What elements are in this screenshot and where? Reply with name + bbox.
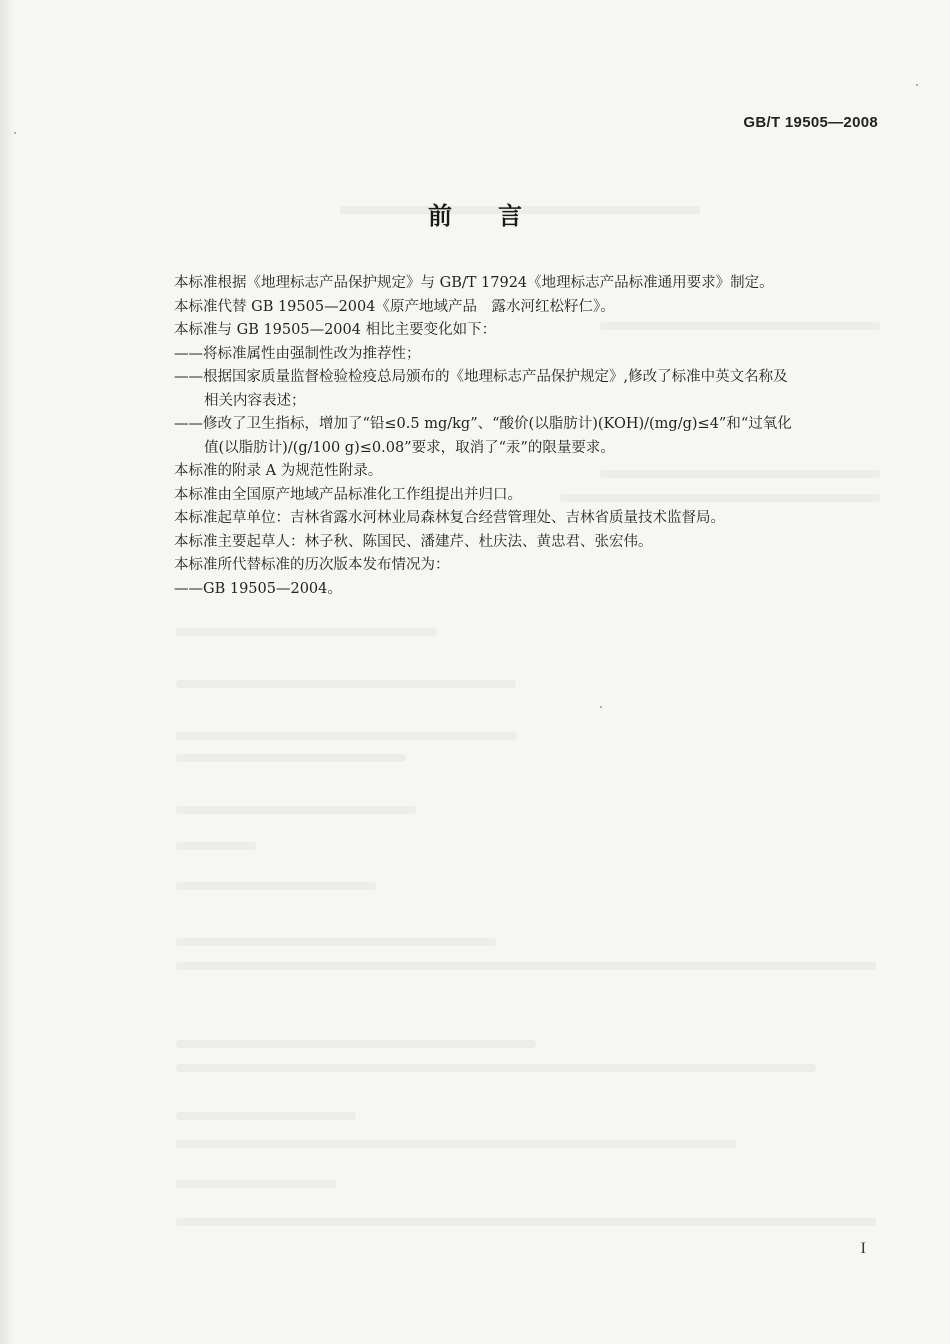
show-through-mark — [176, 754, 406, 762]
paragraph: 本标准主要起草人：林子秋、陈国民、潘建芹、杜庆法、黄忠君、张宏伟。 — [174, 533, 653, 550]
paragraph: 本标准代替 GB 19505—2004《原产地域产品 露水河红松籽仁》。 — [174, 298, 615, 315]
paragraph: 本标准与 GB 19505—2004 相比主要变化如下： — [174, 322, 497, 338]
change-list-item: ——根据国家质量监督检验检疫总局颁布的《地理标志产品保护规定》,修改了标准中英文名称及 — [174, 369, 788, 385]
show-through-mark — [176, 962, 876, 970]
show-through-mark — [176, 680, 516, 688]
foreword-body — [174, 272, 894, 601]
change-list-item-continuation: 值(以脂肪计)/(g/100 g)≤0.08”要求，取消了“汞”的限量要求。 — [204, 439, 615, 456]
change-list-item: ——修改了卫生指标，增加了“铅≤0.5 mg/kg”、“酸价(以脂肪计)(KOH)/(mg/g)≤4”和“过氧化 — [174, 416, 792, 432]
version-history-item: ——GB 19505—2004。 — [174, 580, 342, 597]
page-title: 前言 — [428, 202, 568, 230]
show-through-mark — [176, 1180, 336, 1188]
paragraph: 本标准起草单位：吉林省露水河林业局森林复合经营管理处、吉林省质量技术监督局。 — [174, 510, 725, 526]
paragraph: 本标准所代替标准的历次版本发布情况为： — [174, 557, 450, 573]
show-through-mark — [176, 806, 416, 814]
paper-speck — [916, 84, 918, 86]
show-through-mark — [176, 1064, 816, 1072]
show-through-mark — [176, 938, 496, 946]
show-through-mark — [176, 1112, 356, 1120]
show-through-mark — [176, 842, 256, 850]
standard-number: GB/T 19505—2008 — [743, 114, 878, 131]
change-list-item-continuation: 相关内容表述； — [204, 392, 306, 409]
paper-speck — [600, 706, 602, 708]
show-through-mark — [176, 732, 516, 740]
paragraph: 本标准根据《地理标志产品保护规定》与 GB/T 17924《地理标志产品标准通用要求》制定。 — [174, 275, 774, 291]
show-through-mark — [176, 628, 436, 636]
paper-speck — [14, 132, 16, 134]
page-number: I — [860, 1240, 866, 1257]
change-list-item: ——将标准属性由强制性改为推荐性； — [174, 345, 421, 362]
show-through-mark — [176, 1218, 876, 1226]
show-through-mark — [176, 1040, 536, 1048]
show-through-mark — [176, 882, 376, 890]
show-through-mark — [176, 1140, 736, 1148]
paragraph: 本标准由全国原产地域产品标准化工作组提出并归口。 — [174, 486, 522, 503]
paragraph: 本标准的附录 A 为规范性附录。 — [174, 463, 383, 479]
